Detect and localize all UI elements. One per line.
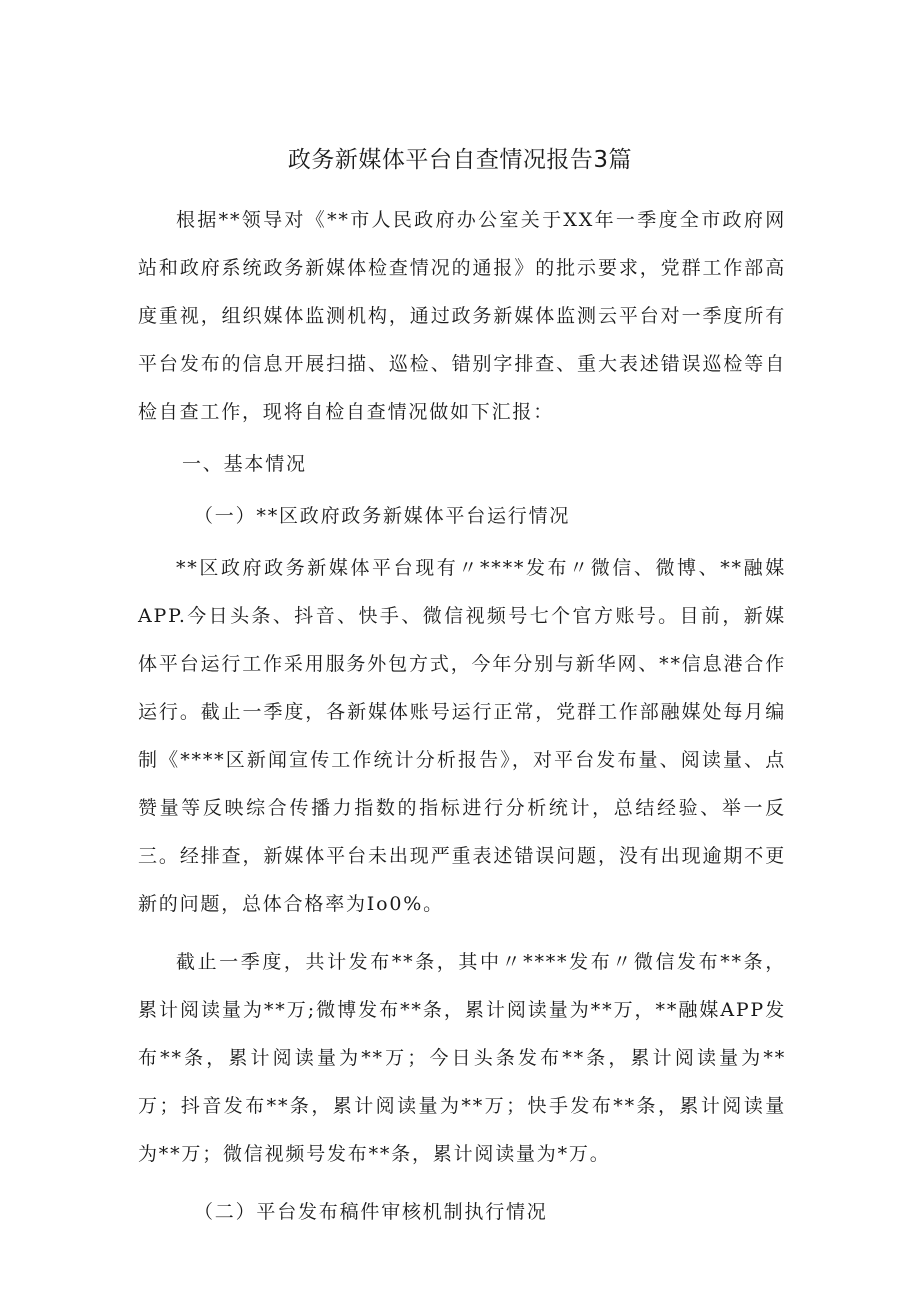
section-heading-basic: 一、基本情况: [182, 453, 307, 475]
document-title: 政务新媒体平台自查情况报告3篇: [287, 147, 633, 173]
publishing-stats-paragraph: 截止一季度，共计发布**条，其中〃****发布〃微信发布**条，累计阅读量为**万;微博发布**条，累计阅读量为**万，**融媒APP发布**条，累计阅读量为**万；今日头条发布**条，累计阅读量为**万；抖音发布**条，累计阅读量为**万；快手发布**条，累计阅读量为**万；微信视频号发布**条，累计阅读量为*万。: [138, 951, 786, 1165]
subsection-heading-review-mechanism: （二）平台发布稿件审核机制执行情况: [194, 1201, 548, 1223]
subsection-heading-platform-operation: （一）**区政府政务新媒体平台运行情况: [194, 505, 571, 527]
intro-paragraph: 根据**领导对《**市人民政府办公室关于XX年一季度全市政府网站和政府系统政务新媒体检查情况的通报》的批示要求，党群工作部高度重视，组织媒体监测机构，通过政务新媒体监测云平台对一季度所有平台发布的信息开展扫描、巡检、错别字排查、重大表述错误巡检等自检自查工作，现将自检自查情况做如下汇报：: [138, 209, 786, 423]
document-body: [138, 196, 786, 1236]
platform-operation-paragraph: **区政府政务新媒体平台现有〃****发布〃微信、微博、**融媒APP.今日头条、抖音、快手、微信视频号七个官方账号。目前，新媒体平台运行工作采用服务外包方式，今年分别与新华网、**信息港合作运行。截止一季度，各新媒体账号运行正常，党群工作部融媒处每月编制《****区新闻宣传工作统计分析报告》，对平台发布量、阅读量、点赞量等反映综合传播力指数的指标进行分析统计，总结经验、举一反三。经排查，新媒体平台未出现严重表述错误问题，没有出现逾期不更新的问题，总体合格率为Io0%。: [138, 557, 786, 915]
